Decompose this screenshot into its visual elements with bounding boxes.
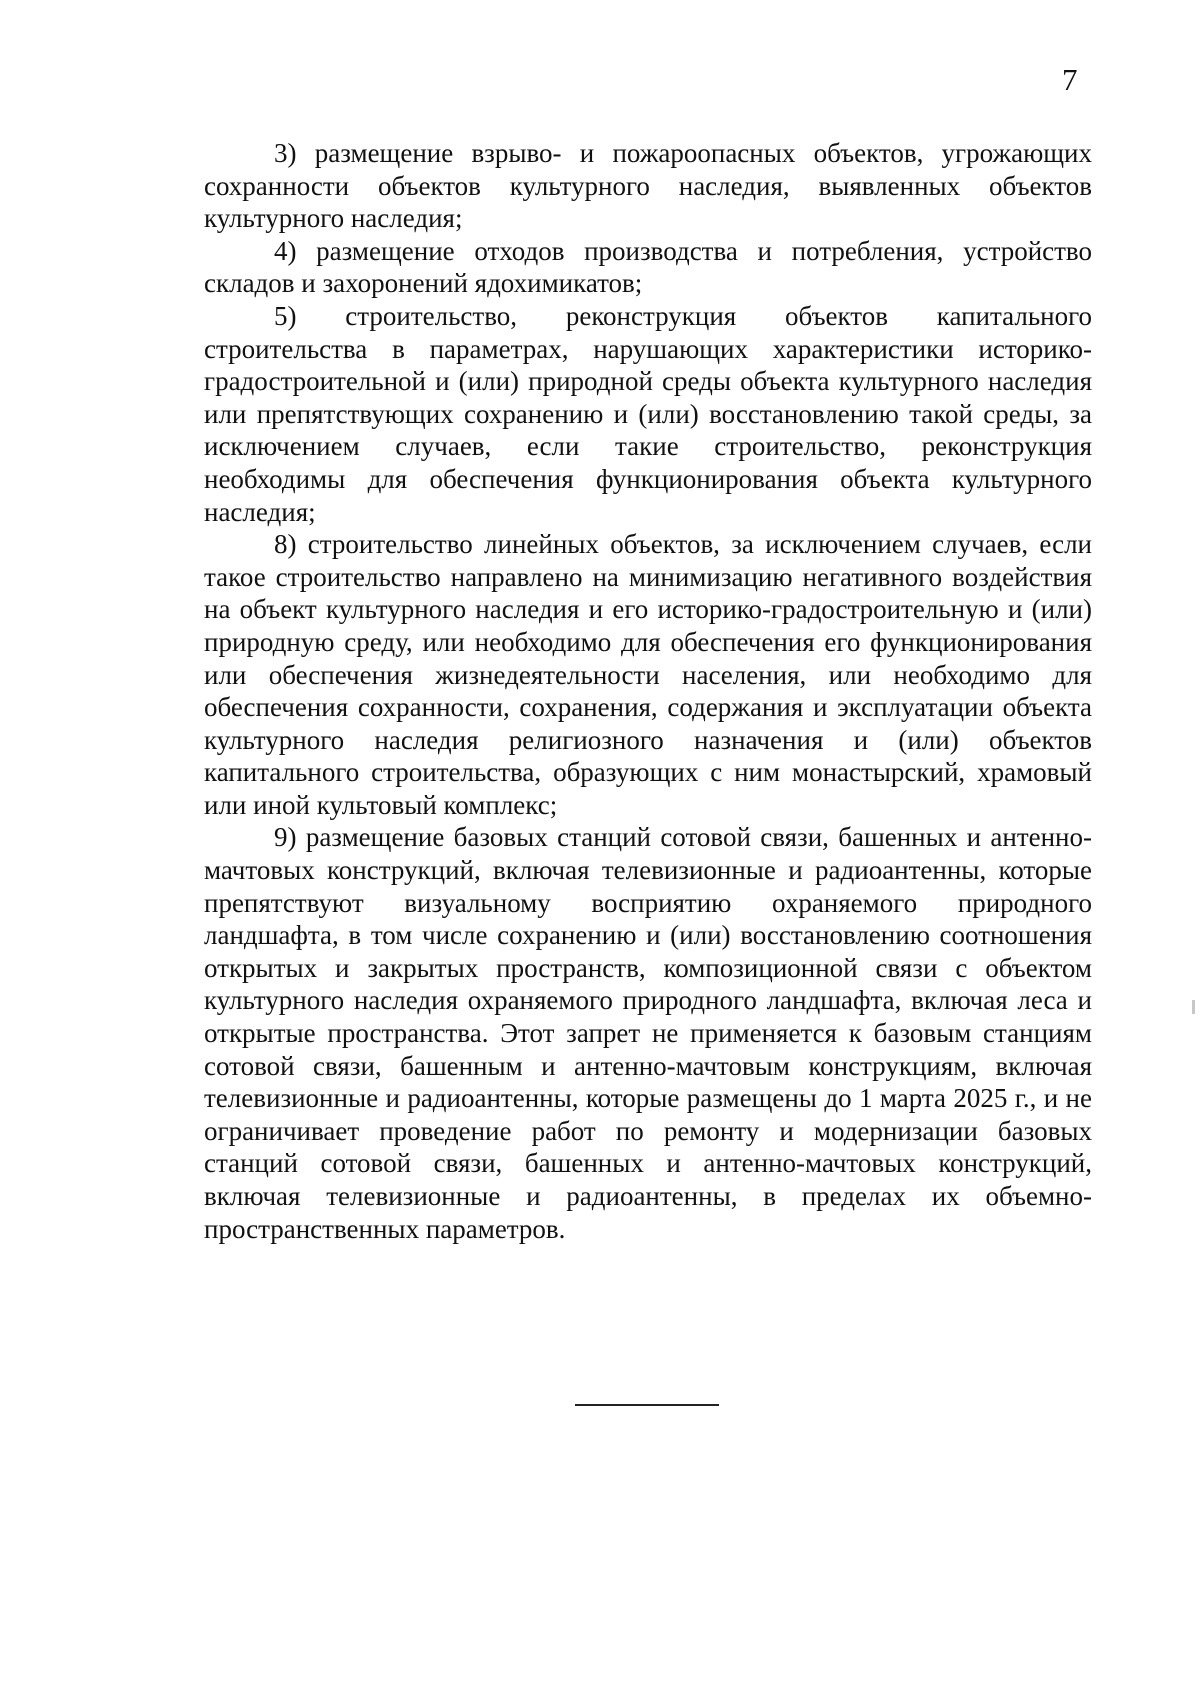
scan-margin-mark <box>1192 1000 1195 1014</box>
document-body <box>204 137 1092 1245</box>
list-item: 3) размещение взрыво- и пожароопасных объектов, угрожающих сохранности объектов культурного наследия, выявленных объектов культурного наследия; <box>204 138 1092 234</box>
closing-divider <box>575 1404 719 1406</box>
list-item: 5) строительство, реконструкция объектов капитального строительства в параметрах, нарушающих характеристики историко-градостроительной и (или) природной среды объекта культурного наследия или препятствующих сохранению и (или) восстановлению такой среды, за исключением случаев, если такие строительство, реконструкция необходимы для обеспечения функционирования объекта культурного наследия; <box>204 300 1092 527</box>
list-item: 9) размещение базовых станций сотовой связи, башенных и антенно-мачтовых конструкций, включая телевизионные и радиоантенны, которые препятствуют визуальному восприятию охраняемого природного ландшафта, в том числе сохранению и (или) восстановлению соотношения открытых и закрытых пространств, композиционной связи с объектом культурного наследия охраняемого природного ландшафта, включая леса и открытые пространства. Этот запрет не применяется к базовым станциям сотовой связи, башенным и антенно-мачтовым конструкциям, включая телевизионные и радиоантенны, которые размещены до 1 марта 2025 г., и не ограничивает проведение работ по ремонту и модернизации базовых станций сотовой связи, башенных и антенно-мачтовых конструкций, включая телевизионные и радиоантенны, в пределах их объемно-пространственных параметров. <box>204 822 1092 1244</box>
list-item: 8) строительство линейных объектов, за исключением случаев, если такое строительство направлено на минимизацию негативного воздействия на объект культурного наследия и его историко-градостроительную и (или) природную среду, или необходимо для обеспечения его функционирования или обеспечения жизнедеятельности населения, или необходимо для обеспечения сохранности, сохранения, содержания и эксплуатации объекта культурного наследия религиозного назначения и (или) объектов капитального строительства, образующих с ним монастырский, храмовый или иной культовый комплекс; <box>204 529 1092 820</box>
list-item: 4) размещение отходов производства и потребления, устройство складов и захоронений ядохимикатов; <box>204 235 1092 299</box>
page-number: 7 <box>1062 62 1078 97</box>
